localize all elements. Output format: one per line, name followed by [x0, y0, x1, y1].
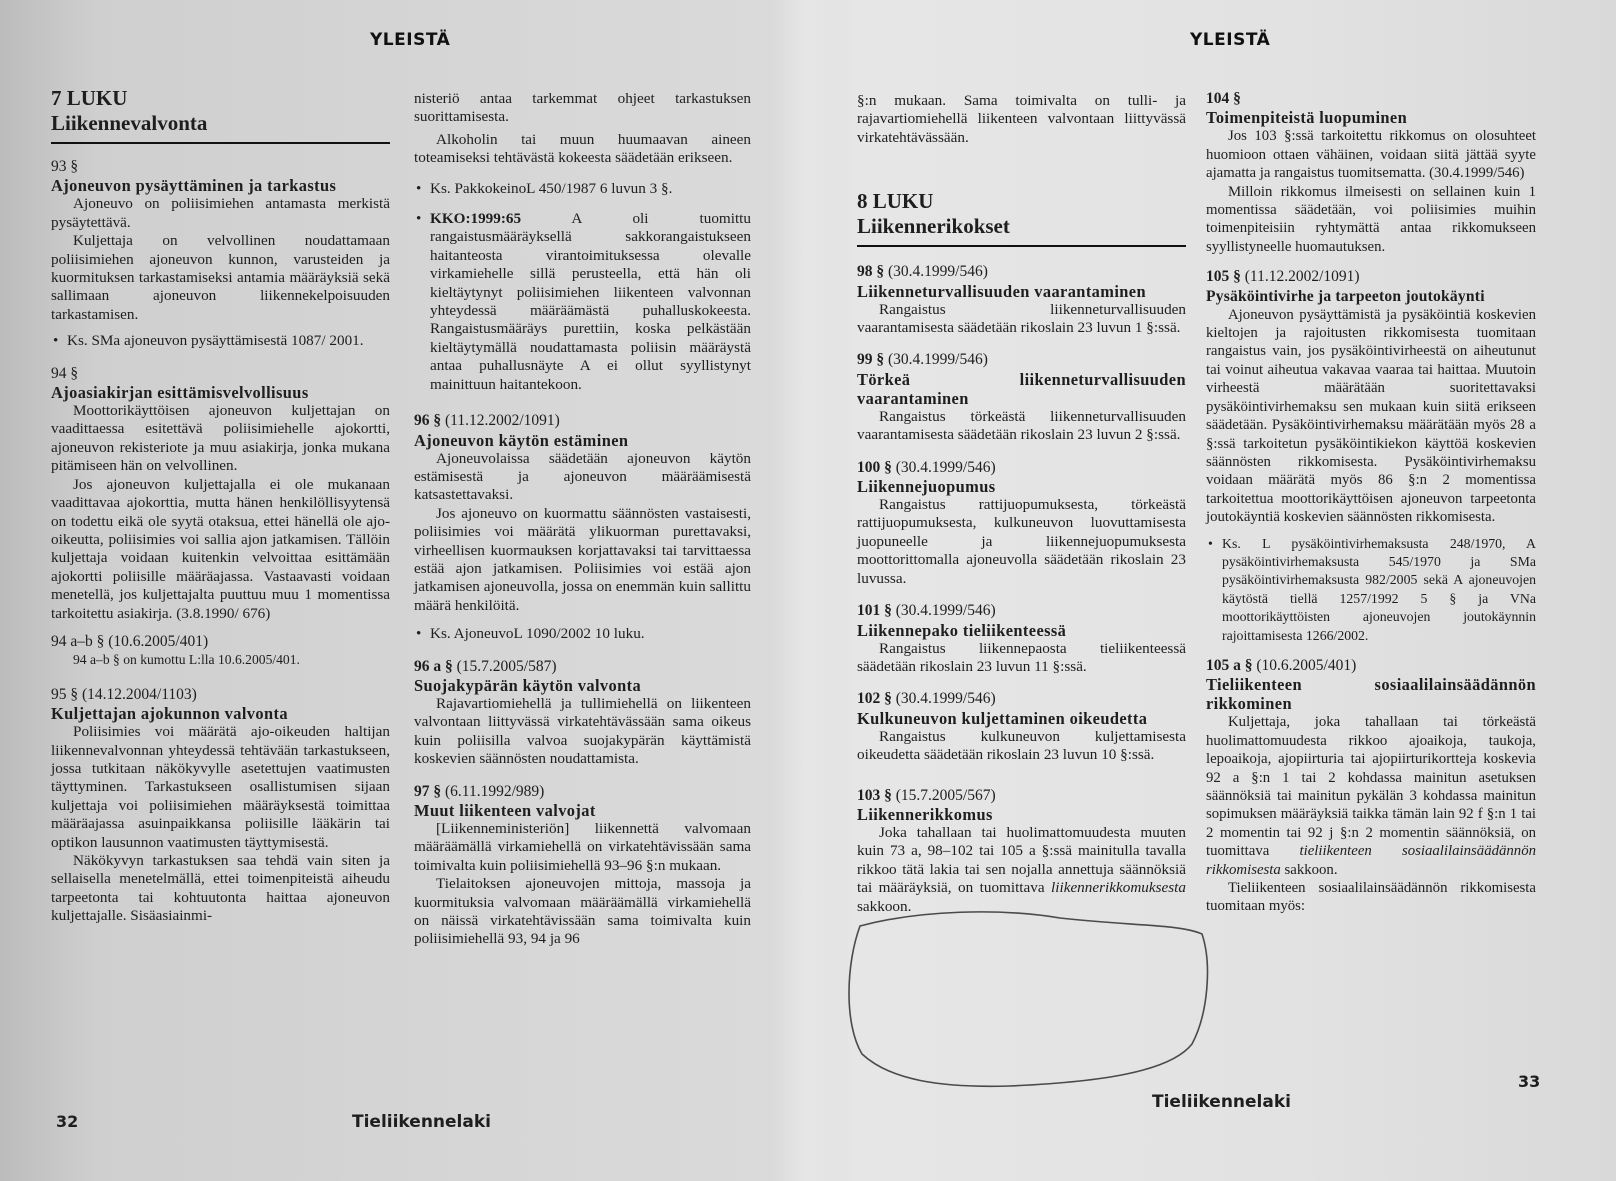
- paragraph: Moottorikäyttöisen ajoneuvon kuljettajan on vaadittaessa esitettävä poliisimiehelle ajokortti, ajoneuvon rekisteriote ja muu asiakirja, jonka mukana pitämiseen hän on velvollinen.: [51, 402, 390, 475]
- bullet-icon: •: [53, 332, 59, 350]
- bullet-icon: •: [416, 179, 422, 197]
- section-101: [857, 602, 1186, 676]
- reference-note: • Ks. PakkokeinoL 450/1987 6 luvun 3 §.: [416, 179, 673, 197]
- section-title: Kuljettajan ajokunnon valvonta: [51, 704, 288, 724]
- section-title: Suojakypärän käytön valvonta: [414, 675, 642, 695]
- paragraph: nisteriö antaa tarkemmat ohjeet tarkastuksen suorittamisesta.: [414, 90, 751, 126]
- chapter-number: 7 LUKU: [51, 86, 128, 110]
- reference-note: • Ks. L pysäköintivirhemaksusta 248/1970, A pysäköintivirhemaksusta 545/1970 ja SMa pysäköintivirhemaksusta 982/2005 sekä A ajoneuvojen käytöstä tiellä 1257/1992 5 § ja VNa moottorikäyttöisten ajoneuvojen joutokäynnin rajoittamisesta 1266/2002.: [1208, 535, 1536, 643]
- section-number: 95 § (14.12.2004/1103): [51, 685, 197, 703]
- reference-note: • Ks. AjoneuvoL 1090/2002 10 luku.: [416, 625, 645, 643]
- case-law-note: • KKO:1999:65 A oli tuomittu rangaistusmääräyksellä sakkorangaistukseen haitanteosta virantoimituksessa olevalle virkamiehelle sillä perusteella, että hän oli kieltäytynyt poliisimiehen liikenteen valvonnan yhteydessä määräämästä puhalluskokeesta. Rangaistusmääräys purettiin, koska pelkästään kieltäytymällä noudattamasta poliisin määräystä antaa puhallusnäyte A ei ollut syyllistynyt mainittuun haitantekoon.: [416, 210, 751, 393]
- paragraph: Tielaitoksen ajoneuvojen mittoja, massoja ja kuormituksia valvomaan määräämällä virkamiehellä on näissä virkatehtävissään sama toimivalta kuin poliisimiehellä 93, 94 ja 96: [414, 875, 751, 948]
- section-title: Muut liikenteen valvojat: [414, 801, 596, 820]
- section-105a: [1206, 657, 1536, 916]
- section-number: 105 § (11.12.2002/1091): [1206, 268, 1360, 286]
- paragraph: Rangaistus liikennepaosta tieliikenteessä säädetään rikoslain 23 luvun 11 §:ssä.: [857, 639, 1186, 675]
- section-number: 99 § (30.4.1999/546): [857, 351, 988, 369]
- paragraph: §:n mukaan. Sama toimivalta on tulli- ja rajavartiomiehellä liikenteen valvontaan liittyvässä virkatehtävässään.: [857, 92, 1186, 146]
- section-title: Pysäköintivirhe ja tarpeeton joutokäynti: [1206, 287, 1485, 305]
- paragraph: Kuljettaja, joka tahallaan tai törkeästä huolimattomuudesta rikkoo ajoaikoja, taukoja, lepoaikoja, ajopiirturia tai ajopiirturikortteja koskevia 92 a §:n 1 tai 2 kohdassa mainitun asetuksen säännöksiä tai mainitun pykälän 3 kohdassa mainitun sopimuksen määräyksiä taikka tämän lain 92 f §:n 1 tai 2 momentin tai 92 j §:n 2 momentin säännöksiä, on tuomittava tieliikenteen sosiaalilainsäädännön rikkomisesta sakkoon.: [1206, 714, 1536, 878]
- section-100: [857, 459, 1186, 588]
- footer-title: Tieliikennelaki: [352, 1112, 491, 1132]
- pen-stroke: [849, 912, 1207, 1086]
- running-head: YLEISTÄ: [1190, 30, 1271, 50]
- right-page: [800, 0, 1616, 1181]
- section-number: 98 § (30.4.1999/546): [857, 263, 988, 281]
- section-96: [414, 412, 751, 643]
- paragraph: Ajoneuvolaissa säädetään ajoneuvon käytön estämisestä ja ajoneuvon määräämisestä katsastettavaksi.: [414, 449, 751, 504]
- section-number: 96 § (11.12.2002/1091): [414, 412, 560, 430]
- section-number: 101 § (30.4.1999/546): [857, 602, 996, 620]
- section-title: Liikennepako tieliikenteessä: [857, 620, 1067, 640]
- footer-title: Tieliikennelaki: [1152, 1092, 1291, 1112]
- paragraph: Milloin rikkomus ilmeisesti on sellainen kuin 1 momentissa säädetään, voi poliisimies muihin toimenpiteisiin ryhtymättä antaa rikkomukseen syyllistyneelle huomautuksen.: [1206, 183, 1536, 255]
- section-title: Liikenneturvallisuuden vaarantaminen: [857, 281, 1146, 301]
- section-title: Liikennejuopumus: [857, 477, 996, 497]
- paragraph: Poliisimies voi määrätä ajo-oikeuden haltijan liikennevalvonnan yhteydessä tehtävään tarkastukseen, jossa tutkitaan näkökyvylle asetettujen vaatimusten täyttyminen. Tarkastukseen osallistumisen sijaan kuljettaja voi poliisimiehen määräyksestä toimittaa määräajassa asuinpaikkansa poliisille lääkärin tai optikon lausunnon vaatimusten täyttymisestä.: [51, 723, 390, 851]
- chapter-title: Liikennerikokset: [857, 214, 1010, 239]
- reference-note: • Ks. SMa ajoneuvon pysäyttämisestä 1087/ 2001.: [53, 332, 364, 350]
- right-column-2: [1206, 90, 1536, 916]
- chapter-title: Liikennevalvonta: [51, 111, 208, 135]
- section-93: [51, 158, 390, 351]
- section-title: Ajoneuvon käytön estäminen: [414, 430, 629, 450]
- section-99: [857, 351, 1186, 444]
- bullet-icon: •: [416, 625, 422, 643]
- section-102: [857, 690, 1186, 764]
- case-reference: KKO:1999:65: [430, 210, 522, 228]
- paragraph: Rangaistus rattijuopumuksesta, törkeästä rattijuopumuksesta, kulkuneuvon luovuttamisesta juopuneelle ja liikennejuopumuksesta moottorittomalla ajoneuvolla säädetään rikoslain 23 luvussa.: [857, 496, 1186, 587]
- left-column-2: [414, 90, 751, 949]
- paragraph: Alkoholin tai muun huumaavan aineen toteamiseksi tehtävästä kokeesta säädetään erikseen.: [414, 130, 751, 167]
- section-95: [51, 686, 390, 926]
- page-number: 32: [56, 1112, 79, 1131]
- bullet-icon: •: [416, 210, 422, 228]
- paragraph: Jos ajoneuvo on kuormattu säännösten vastaisesti, poliisimies voi määrätä ylikuorman purettavaksi, virheellisen kuormauksen korjattavaksi tai tarvittaessa estää ajon jatkamisen. Poliisimies voi estää ajon jatkamisen ajoneuvolla, jossa on enemmän kuin sallittu määrä henkilöitä.: [414, 504, 751, 614]
- section-title: Tieliikenteen sosiaalilainsäädännön rikkominen: [1206, 675, 1536, 714]
- paragraph: Rangaistus kulkuneuvon kuljettamisesta oikeudetta säädetään rikoslain 23 luvun 10 §:ssä.: [857, 727, 1186, 764]
- paragraph: Jos 103 §:ssä tarkoitettu rikkomus on olosuhteet huomioon ottaen vähäinen, voidaan siitä jättää syyte ajamatta ja rangaistus tuomitsematta. (30.4.1999/546): [1206, 128, 1536, 182]
- paragraph: Kuljettaja on velvollinen noudattamaan poliisimiehen ajoneuvon kunnon, varusteiden ja kuormituksen tarkastamiseksi antamia määräyksiä sekä sallimaan ajoneuvon liikennekelpoisuuden tarkastamisen.: [51, 232, 390, 323]
- paragraph: Rajavartiomiehellä ja tullimiehellä on liikenteen valvontaan liittyvässä virkatehtävässään sama oikeus kuin poliisilla valvoa suojakypärän käyttämistä koskevien säännösten noudattamista.: [414, 694, 751, 768]
- section-number: 103 § (15.7.2005/567): [857, 786, 996, 804]
- section-title: Törkeä liikenneturvallisuuden vaarantaminen: [857, 369, 1186, 408]
- repeal-note: 94 a–b § on kumottu L:lla 10.6.2005/401.: [73, 652, 300, 668]
- section-title: Liikennerikkomus: [857, 804, 993, 824]
- page-number: 33: [1518, 1072, 1541, 1091]
- paragraph: Ajoneuvon pysäyttämistä ja pysäköintiä koskevien kieltojen ja rajoitusten rikkomisesta tuomitaan rangaistus vain, jos pysäköintivirheestä on aiheutunut tai voinut aiheutua vakavaa vaaraa tai haittaa. Muutoin virheestä määrätään suoritettavaksi pysäköintivirhemaksu sen mukaan kuin siitä erikseen säädetään. Pysäköintivirhemaksu määrätään myös 28 a §:ssä tarkoitetun pysäköintikiekon käyttöä koskevien säännösten rikkomisesta. Pysäköintivirhemaksu voidaan määrätä myös 86 §:n 2 momentissa tarkoitettua moottorikäyttöisen ajoneuvon tarpeetonta joutokäyntiä koskevien säännösten rikkomisesta.: [1206, 306, 1536, 526]
- section-94ab: [51, 633, 390, 670]
- section-98: [857, 263, 1186, 337]
- paragraph: Ajoneuvo on poliisimiehen antamasta merkistä pysäytettävä.: [51, 195, 390, 231]
- right-column-1: [857, 92, 1186, 916]
- paragraph: Näkökyvyn tarkastuksen saa tehdä vain siten ja sellaisella menetelmällä, ettei toimenpiteistä aiheudu tarpeetonta tai kohtuutonta haittaa ajoneuvon kuljettajalle. Sisäasiainmi-: [51, 852, 390, 925]
- paragraph: Tieliikenteen sosiaalilainsäädännön rikkomisesta tuomitaan myös:: [1206, 880, 1536, 915]
- section-title: Kulkuneuvon kuljettaminen oikeudetta: [857, 708, 1148, 728]
- chapter-heading: [857, 189, 1186, 247]
- section-title: Ajoneuvon pysäyttäminen ja tarkastus: [51, 176, 337, 196]
- paragraph: [Liikenneministeriön] liikennettä valvomaan määräämällä virkamiehellä on virkatehtävissään sama toimivalta kuin poliisimiehellä 93–96 §:n mukaan.: [414, 820, 751, 874]
- section-number: 105 a § (10.6.2005/401): [1206, 656, 1357, 674]
- running-head: YLEISTÄ: [370, 30, 451, 50]
- section-number: 93 §: [51, 158, 79, 175]
- paragraph: Jos ajoneuvon kuljettajalla ei ole mukanaan vaadittavaa ajokorttia, mutta hänen henkilöllisyytensä on todettu eikä ole syytä otaksua, ettei hänellä ole ajo-oikeutta, poliisimies voi sallia ajon jatkamisen. Tällöin kuljettaja voidaan kuitenkin velvoittaa esittämään ajokortti poliisille määräajassa. Vastaavasti voidaan menetellä, jos kuljettajalta puuttuu muu 1 momentissa tarkoitettu asiakirja. (3.8.1990/ 676): [51, 475, 390, 622]
- section-97: [414, 783, 751, 949]
- chapter-number: 8 LUKU: [857, 189, 934, 214]
- left-page: [0, 0, 800, 1181]
- paragraph: Joka tahallaan tai huolimattomuudesta muuten kuin 73 a, 98–102 tai 105 a §:ssä mainitulla tavalla rikkoo tätä lakia tai sen nojalla annettuja säännöksiä tai määräyksiä, on tuomittava liikennerikkomuksesta sakkoon.: [857, 823, 1186, 915]
- left-column-1: [51, 86, 390, 926]
- bullet-icon: •: [1208, 535, 1213, 551]
- chapter-heading: [51, 86, 390, 144]
- section-number: 102 § (30.4.1999/546): [857, 690, 996, 708]
- section-number: 96 a § (15.7.2005/587): [414, 657, 557, 675]
- section-96a: [414, 658, 751, 769]
- section-104: [1206, 90, 1536, 256]
- section-number: 104 §: [1206, 90, 1241, 107]
- hand-drawn-circle-annotation: [840, 904, 1210, 1104]
- section-number: 94 a–b § (10.6.2005/401): [51, 632, 209, 650]
- section-105: [1206, 268, 1536, 645]
- paragraph: Rangaistus liikenneturvallisuuden vaarantamisesta säädetään rikoslain 23 luvun 1 §:ssä.: [857, 300, 1186, 337]
- section-103: [857, 787, 1186, 916]
- section-number: 94 §: [51, 364, 79, 382]
- paragraph: Rangaistus törkeästä liikenneturvallisuuden vaarantamisesta säädetään rikoslain 23 luvun 2 §:ssä.: [857, 407, 1186, 444]
- section-number: 100 § (30.4.1999/546): [857, 458, 996, 476]
- section-94: [51, 365, 390, 623]
- section-title: Toimenpiteistä luopuminen: [1206, 108, 1408, 128]
- section-title: Ajoasiakirjan esittämisvelvollisuus: [51, 383, 309, 403]
- section-number: 97 § (6.11.1992/989): [414, 782, 545, 800]
